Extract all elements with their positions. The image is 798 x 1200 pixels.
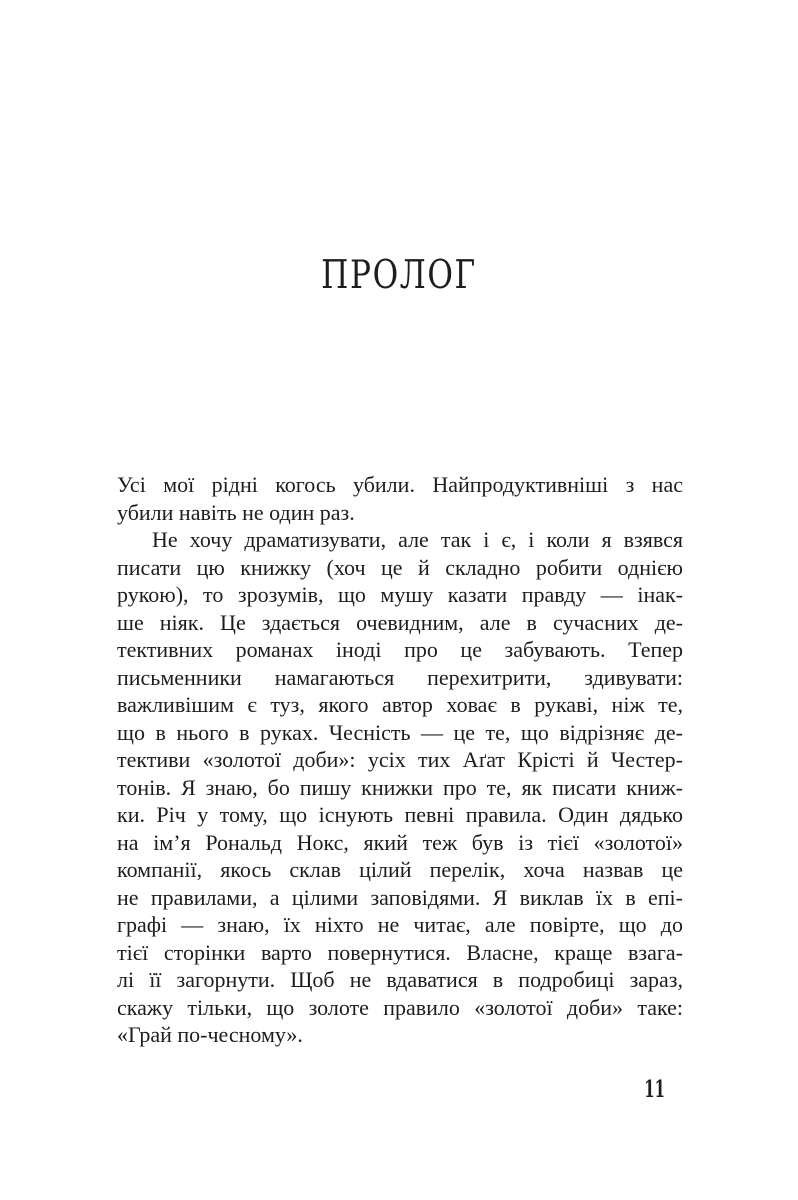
- text-line: ше ніяк. Це здається очевидним, але в сучасних де-: [117, 609, 683, 635]
- text-line: важливішим є туз, якого автор ховає в рукаві, ніж те,: [117, 692, 683, 717]
- text-line: убили навіть не один раз.: [117, 499, 355, 525]
- text-line: Не хочу драматизувати, але так і є, і коли я взявся: [152, 527, 683, 552]
- text-line: тективних романах іноді про це забувають. Тепер: [117, 637, 683, 662]
- text-line: Усі мої рідні когось убили. Найпродуктивніші з нас: [117, 472, 683, 497]
- text-line: «Грай по-чесному».: [117, 1022, 303, 1047]
- text-line: писати цю книжку (хоч це й складно робити однією: [117, 554, 683, 580]
- text-line: рукою), то зрозумів, що мушу казати правду — інак-: [117, 582, 683, 607]
- text-line: графі — знаю, їх ніхто не читає, але повірте, що до: [117, 912, 683, 937]
- chapter-title: ПРОЛОГ: [321, 253, 477, 298]
- text-line: що в нього в руках. Чесність — це те, що відрізняє де-: [117, 719, 683, 745]
- text-line: тієї сторінки варто повернутися. Власне, краще взага-: [117, 939, 683, 965]
- text-line: тонів. Я знаю, бо пишу книжки про те, як писати книж-: [117, 774, 683, 800]
- text-line: компанії, якось склав цілий перелік, хоча назвав це: [117, 857, 683, 882]
- body-text: [117, 471, 683, 1049]
- text-line: ки. Річ у тому, що існують певні правила. Один дядько: [117, 802, 683, 827]
- text-line: тективи «золотої доби»: усіх тих Аґат Крісті й Честер-: [117, 747, 683, 772]
- text-line: на ім’я Рональд Нокс, який теж був із тієї «золотої»: [117, 829, 683, 855]
- page-number: 11: [644, 1076, 665, 1103]
- text-line: письменники намагаються перехитрити, здивувати:: [117, 664, 683, 690]
- text-line: не правилами, а цілими заповідями. Я виклав їх в епі-: [117, 884, 683, 910]
- text-line: скажу тільки, що золоте правило «золотої доби» таке:: [117, 994, 683, 1020]
- text-line: лі її загорнути. Щоб не вдаватися в подробиці зараз,: [117, 967, 683, 992]
